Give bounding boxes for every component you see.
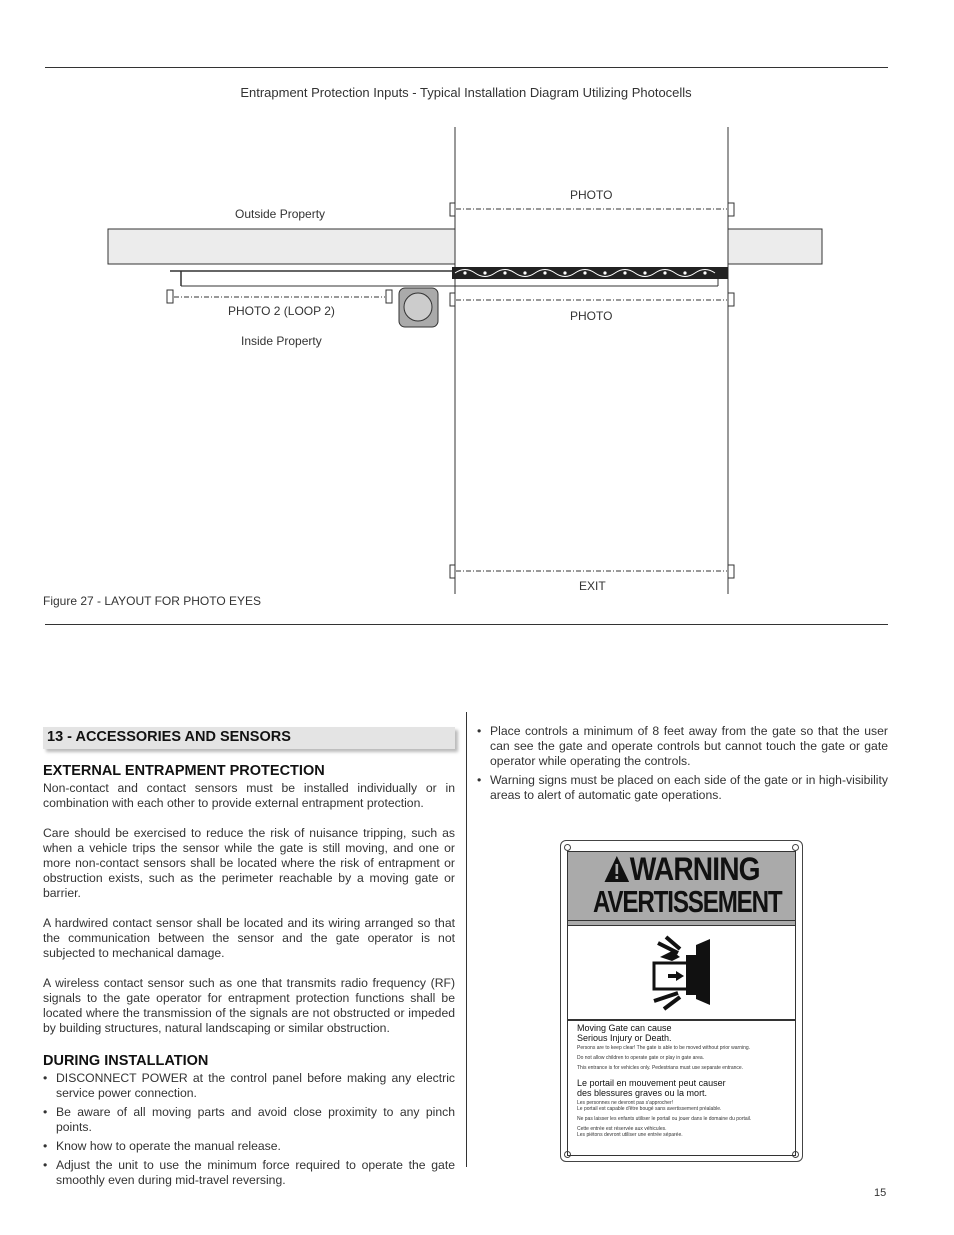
sign-fr-title-1: Le portail en mouvement peut causer (577, 1078, 726, 1088)
sign-fr-line-3: Ne pas laisser les enfants utiliser le portail ou jouer dans le domaine du portail. (577, 1116, 752, 1122)
external-paragraph-2: Care should be exercised to reduce the risk of nuisance tripping, such as when a vehicle trips the sensor while the gate is still moving, and one or more non-contact sensors shall be located where the risk of entrapment or obstruction exists, such as the perimeter reachable by a moving gate or barrier. (43, 826, 455, 900)
sign-warning-word: WARNING (629, 851, 760, 887)
sign-text-panel (567, 1019, 796, 1156)
exit-emitter (450, 565, 455, 578)
warning-triangle-icon (603, 855, 629, 883)
sign-fr-title-2: des blessures graves ou la mort. (577, 1087, 708, 1098)
screw-icon (564, 844, 571, 851)
label-inside-property: Inside Property (241, 334, 322, 348)
sign-pictogram (567, 920, 796, 1021)
sign-avertissement-word: AVERTISSEMENT (592, 884, 782, 919)
external-protection-heading: EXTERNAL ENTRAPMENT PROTECTION (43, 763, 325, 779)
crush-hazard-icon (568, 921, 794, 1019)
right-bullet-list (477, 724, 888, 803)
right-bullet-2: • Warning signs must be placed on each side of the gate or in high-visibility areas to alert of automatic gate operations. (477, 773, 888, 803)
gate-operator-wheel (404, 293, 432, 321)
sign-fr-line-5: Les piétons devront utiliser une entrée séparée. (577, 1132, 683, 1138)
installation-bullet-3: • Know how to operate the manual release. (43, 1139, 455, 1154)
sign-fr-line-4: Cette entrée est réservée aux véhicules. (577, 1126, 667, 1132)
installation-bullet-2: • Be aware of all moving parts and avoid close proximity to any pinch points. (43, 1105, 455, 1135)
left-fence-strip (108, 229, 455, 264)
right-column (477, 724, 888, 807)
photo-top-receiver (728, 203, 734, 216)
label-photo-top: PHOTO (570, 188, 613, 202)
right-bullet-1: • Place controls a minimum of 8 feet away from the gate so that the user can see the gate and operate controls but cannot touch the gate or gate operator while operating the controls. (477, 724, 888, 769)
installation-bullet-4: • Adjust the unit to use the minimum force required to operate the gate smoothly even during mid-travel reversing. (43, 1158, 455, 1188)
installation-bullet-1: • DISCONNECT POWER at the control panel before making any electric service power connection. (43, 1071, 455, 1101)
sign-header (567, 851, 796, 926)
sign-en-title-1: Moving Gate can cause (577, 1023, 672, 1033)
bottom-rule (45, 624, 888, 625)
photo2-emitter (167, 290, 173, 303)
label-photo2-loop2: PHOTO 2 (LOOP 2) (228, 304, 335, 318)
diagram-title: Entrapment Protection Inputs - Typical Installation Diagram Utilizing Photocells (240, 85, 692, 100)
label-exit: EXIT (579, 579, 606, 593)
page-number: 15 (874, 1187, 887, 1199)
section-heading-bar (43, 727, 455, 749)
screw-icon (792, 844, 799, 851)
sign-en-line-1: Persons are to keep clear! The gate is able to be moved without prior warning. (577, 1045, 751, 1051)
external-paragraph-3: A hardwired contact sensor shall be located and its wiring arranged so that the communication between the sensor and the gate operator is not subjected to mechanical damage. (43, 916, 455, 960)
sign-fr-line-2: Le portail est capable d'être bougé sans avertissement préalable. (577, 1106, 722, 1112)
figure-caption: Figure 27 - LAYOUT FOR PHOTO EYES (43, 594, 262, 608)
external-paragraph-1: Non-contact and contact sensors must be installed individually or in combination with each other to provide external entrapment protection. (43, 781, 455, 810)
photo-mid-receiver (728, 293, 734, 306)
photo2-receiver (386, 290, 392, 303)
sign-en-line-2: Do not allow children to operate gate or play in gate area. (577, 1055, 705, 1061)
label-photo-mid: PHOTO (570, 309, 613, 323)
installation-bullet-list (43, 1071, 455, 1188)
photo-top-emitter (450, 203, 455, 216)
right-fence-strip (728, 229, 822, 264)
section-heading: 13 - ACCESSORIES AND SENSORS (47, 729, 291, 745)
left-column (43, 727, 455, 1192)
external-paragraph-4: A wireless contact sensor such as one that transmits radio frequency (RF) signals to the gate operator for entrapment protection functions shall be located where the transmission of the signals are not obstructed or impeded by building structures, natural landscaping or similar obstruction. (43, 976, 455, 1035)
sign-en-line-3: This entrance is for vehicles only. Pedestrians must use separate entrance. (577, 1065, 744, 1071)
photo-mid-emitter (450, 293, 455, 306)
warning-sign (560, 840, 803, 1162)
column-divider (466, 712, 467, 1167)
exit-receiver (728, 565, 734, 578)
label-outside-property: Outside Property (235, 207, 326, 221)
sign-fr-line-1: Les personnes ne devront pas s'approcher! (577, 1100, 674, 1106)
sign-en-title-2: Serious Injury or Death. (577, 1032, 672, 1043)
during-installation-heading: DURING INSTALLATION (43, 1053, 209, 1069)
